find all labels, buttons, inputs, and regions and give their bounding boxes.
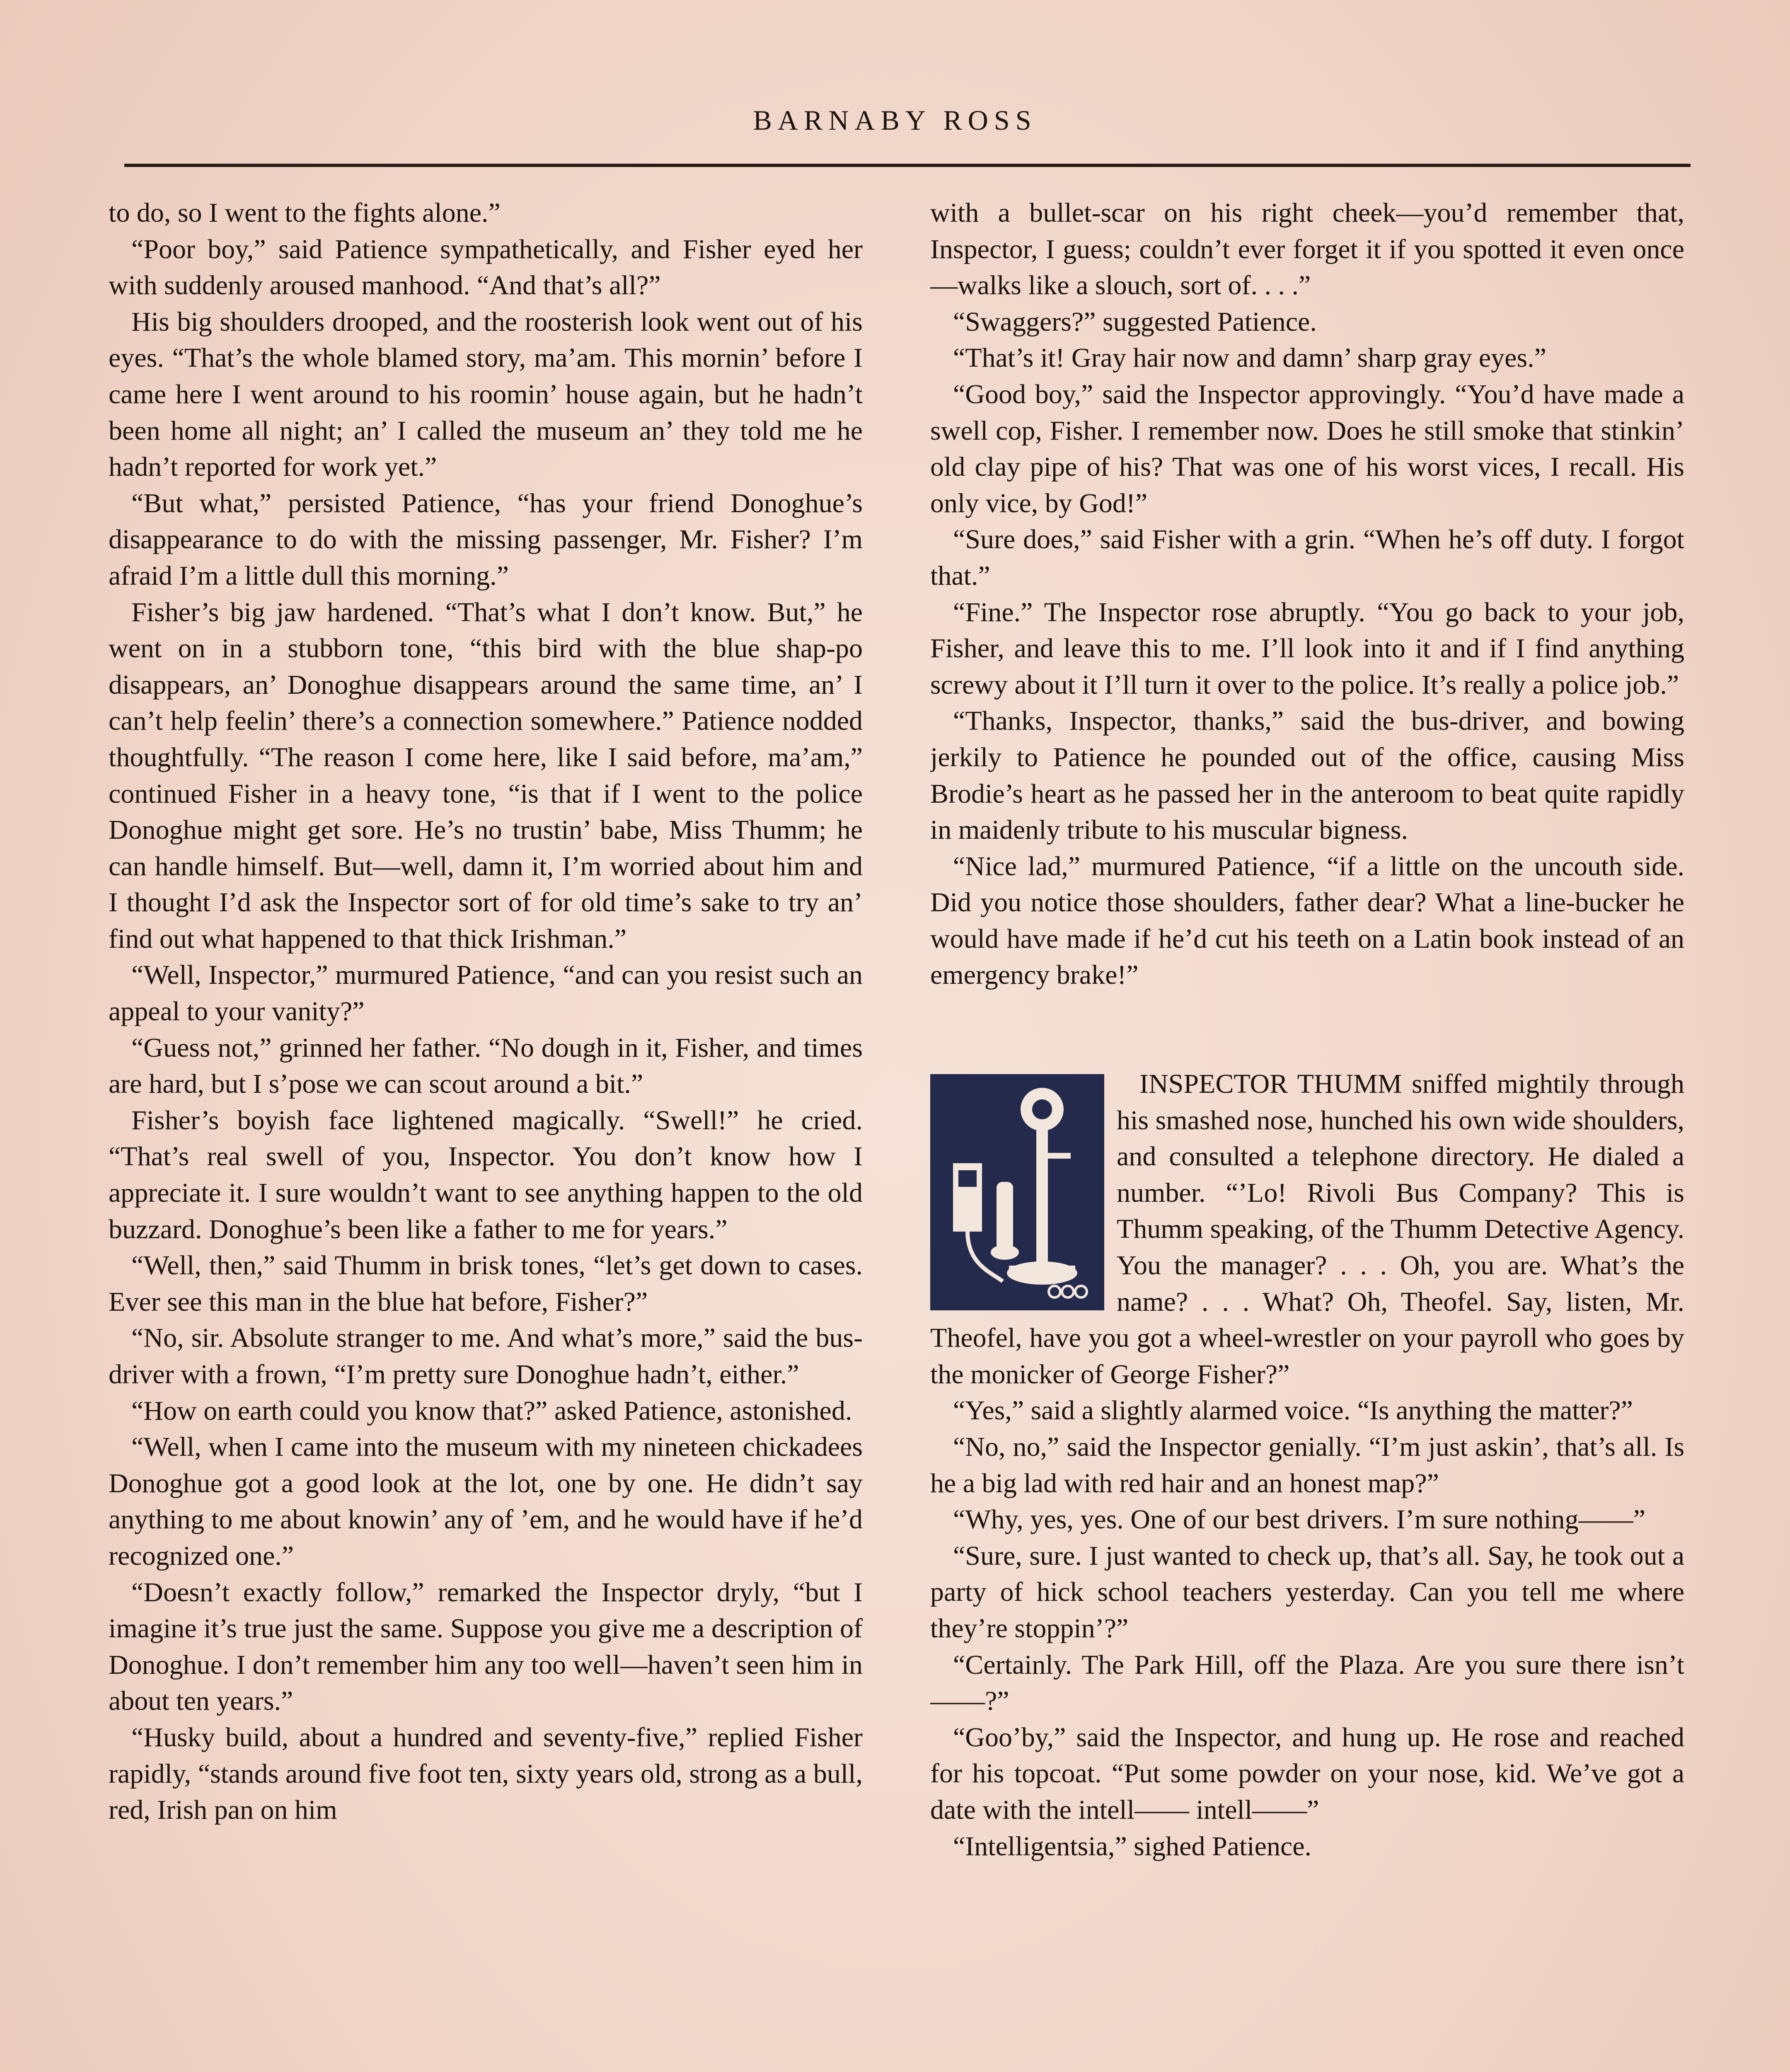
right-column	[930, 195, 1684, 2072]
paragraph: “Husky build, about a hundred and seventy-five,” replied Fisher rapidly, “stands around five foot ten, sixty years old, strong as a bull, red, Irish pan on him	[109, 1722, 863, 1825]
paragraph: “Swaggers?” suggested Patience.	[953, 306, 1317, 337]
paragraph: “But what,” persisted Patience, “has your friend Donoghue’s disappearance to do with the missing passenger, Mr. Fisher? I’m afraid I’m a little dull this morning.”	[109, 488, 863, 591]
section-break	[930, 993, 1684, 1066]
paragraph: “Good boy,” said the Inspector approvingly. “You’d have made a swell cop, Fisher. I remember now. Does he still smoke that stinkin’ old clay pipe of his? That was one of his worst vices, I recall. His only vice, by God!”	[930, 379, 1684, 518]
paragraph: “Certainly. The Park Hill, off the Plaza. Are you sure there isn’t——?”	[930, 1649, 1684, 1716]
paragraph: “How on earth could you know that?” asked Patience, astonished.	[131, 1395, 852, 1426]
paragraph: “That’s it! Gray hair now and damn’ sharp gray eyes.”	[953, 343, 1546, 373]
paragraph: Fisher’s boyish face lightened magically. “Swell!” he cried. “That’s real swell of you, Inspector. You don’t know how I appreciate it. I sure wouldn’t want to see anything happen to the old buzzard. Donoghue’s been like a father to me for years.”	[109, 1105, 863, 1244]
paragraph: INSPECTOR THUMM sniffed mightily through his smashed nose, hunched his own wide shoulders, and consulted a telephone directory. He dialed a number. “’Lo! Rivoli Bus Company? This is Thumm speaking, of the Thumm Detective Agency. You the manager? . . . Oh, you are. What’s the name? . . . What? Oh, Theofel. Say, listen, Mr. Theofel, have you got a wheel-wrestler on your payroll who goes by the monicker of George Fisher?”	[930, 1069, 1684, 1389]
header-rule	[124, 164, 1691, 167]
paragraph: “Poor boy,” said Patience sympathetically, and Fisher eyed her with suddenly aroused manhood. “And that’s all?”	[109, 234, 863, 301]
paragraph: “Guess not,” grinned her father. “No dough in it, Fisher, and times are hard, but I s’pose we can scout around a bit.”	[109, 1032, 863, 1099]
candlestick-telephone-icon	[930, 1074, 1104, 1310]
paragraph: “Goo’by,” said the Inspector, and hung up. He rose and reached for his topcoat. “Put some powder on your nose, kid. We’ve got a date with the intell—— intell——”	[930, 1722, 1684, 1825]
paragraph: “Nice lad,” murmured Patience, “if a little on the uncouth side. Did you notice those shoulders, father dear? What a line-bucker he would have made if he’d cut his teeth on a Latin book instead of an emergency brake!”	[930, 851, 1684, 990]
paragraph: “Well, then,” said Thumm in brisk tones, “let’s get down to cases. Ever see this man in the blue hat before, Fisher?”	[109, 1250, 863, 1317]
paragraph: His big shoulders drooped, and the roosterish look went out of his eyes. “That’s the whole blamed story, ma’am. This mornin’ before I came here I went around to his roomin’ house again, but he hadn’t been home all night; an’ I called the museum an’ they told me he hadn’t reported for work yet.”	[109, 306, 863, 482]
paragraph: “Well, when I came into the museum with my nineteen chickadees Donoghue got a good look at the lot, one by one. He didn’t say anything to me about knowin’ any of ’em, and he would have if he’d recognized one.”	[109, 1432, 863, 1571]
paragraph: “No, sir. Absolute stranger to me. And what’s more,” said the bus-driver with a frown, “I’m pretty sure Donoghue hadn’t, either.”	[109, 1323, 863, 1389]
paragraph: with a bullet-scar on his right cheek—you’d remember that, Inspector, I guess; couldn’t ever forget it if you spotted it even once—walks like a slouch, sort of. . . .”	[930, 198, 1684, 301]
paragraph: “Well, Inspector,” murmured Patience, “and can you resist such an appeal to your vanity?”	[109, 960, 863, 1027]
paragraph: to do, so I went to the fights alone.”	[109, 198, 501, 228]
running-header: BARNABY ROSS	[753, 104, 1037, 136]
paragraph: Fisher’s big jaw hardened. “That’s what I don’t know. But,” he went on in a stubborn tone, “this bird with the blue shap-po disappears, an’ Donoghue disappears around the same time, an’ I can’t help feelin’ there’s a connection somewhere.” Patience nodded thoughtfully. “The reason I come here, like I said before, ma’am,” continued Fisher in a heavy tone, “is that if I went to the police Donoghue might get sore. He’s no trustin’ babe, Miss Thumm; he can handle himself. But—well, damn it, I’m worried about him and I thought I’d ask the Inspector sort of for old time’s sake to try an’ find out what happened to that thick Irishman.”	[109, 597, 863, 954]
left-column	[109, 195, 863, 2072]
paragraph: “Fine.” The Inspector rose abruptly. “You go back to your job, Fisher, and leave this to me. I’ll look into it and if I find anything screwy about it I’ll turn it over to the police. It’s really a police job.”	[930, 597, 1684, 700]
paragraph: “Intelligentsia,” sighed Patience.	[953, 1831, 1312, 1861]
paragraph: “Why, yes, yes. One of our best drivers. I’m sure nothing——”	[953, 1504, 1645, 1535]
paragraph: “Sure, sure. I just wanted to check up, that’s all. Say, he took out a party of hick school teachers yesterday. Can you tell me where they’re stoppin’?”	[930, 1540, 1684, 1644]
paragraph: “Sure does,” said Fisher with a grin. “When he’s off duty. I forgot that.”	[930, 524, 1684, 591]
paragraph: “Doesn’t exactly follow,” remarked the Inspector dryly, “but I imagine it’s true just the same. Suppose you give me a description of Donoghue. I don’t remember him any too well—haven’t seen him in about ten years.”	[109, 1577, 863, 1716]
paragraph: “Yes,” said a slightly alarmed voice. “Is anything the matter?”	[953, 1395, 1633, 1426]
paragraph: “No, no,” said the Inspector genially. “I’m just askin’, that’s all. Is he a big lad with red hair and an honest map?”	[930, 1432, 1684, 1498]
paragraph: “Thanks, Inspector, thanks,” said the bus-driver, and bowing jerkily to Patience he pounded out of the office, causing Miss Brodie’s heart as he passed her in the anteroom to beat quite rapidly in maidenly tribute to his muscular bigness.	[930, 706, 1684, 845]
